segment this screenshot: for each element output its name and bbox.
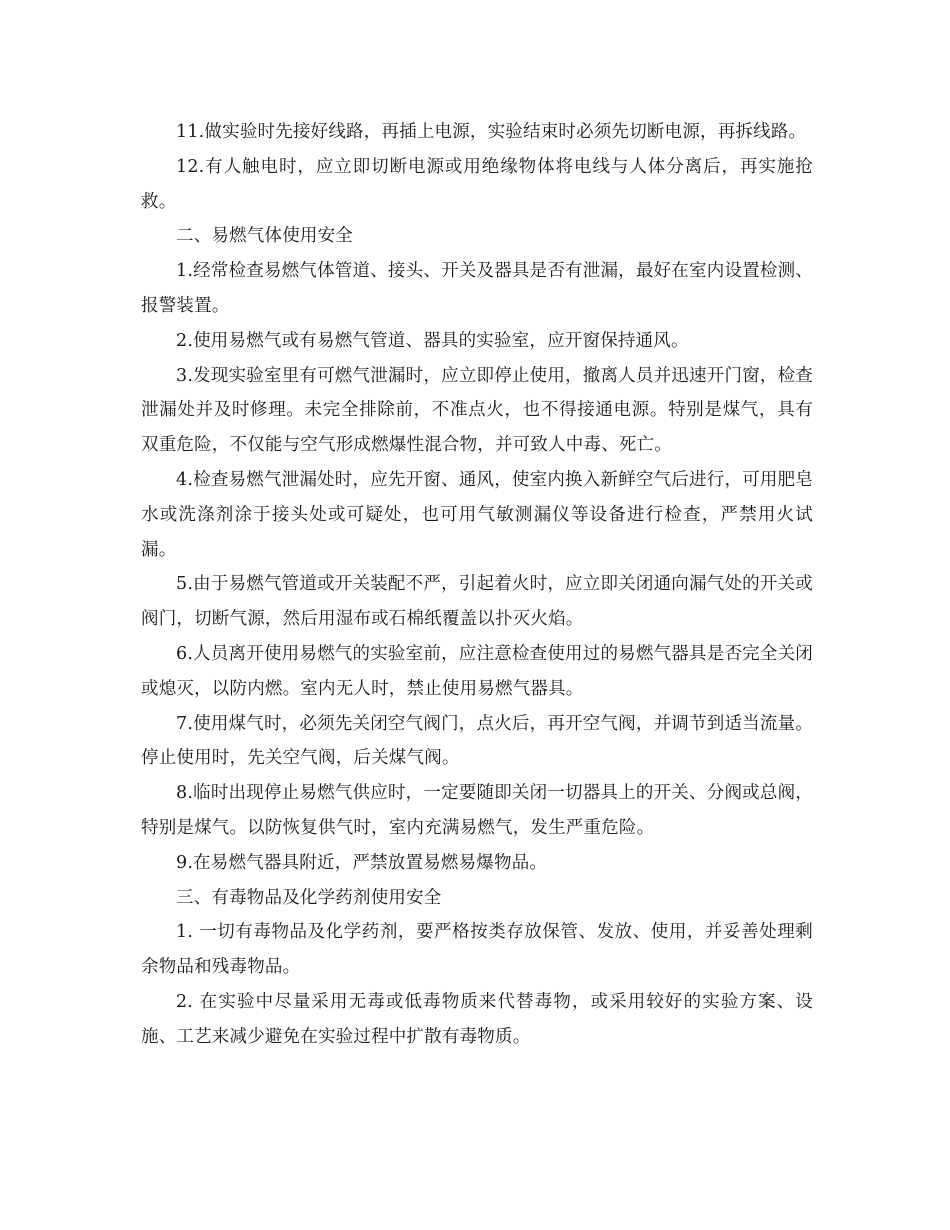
paragraph-item-12: 12.有人触电时，应立即切断电源或用绝缘物体将电线与人体分离后，再实施抢救。 [141,156,813,212]
paragraph-gas-7: 7.使用煤气时，必须先关闭空气阀门，点火后，再开空气阀，并调节到适当流量。停止使用时，先关空气阀，后关煤气阀。 [141,713,813,769]
paragraph-item-11: 11.做实验时先接好线路，再插上电源，实验结束时必须先切断电源，再拆线路。 [176,122,807,142]
paragraph-gas-3: 3.发现实验室里有可燃气泄漏时，应立即停止使用，撤离人员并迅速开门窗，检查泄漏处并及时修理。未完全排除前，不准点火，也不得接通电源。特别是煤气，具有双重危险，不仅能与空气形成燃爆性混合物，并可致人中毒、死亡。 [141,365,813,456]
paragraph-gas-8: 8.临时出现停止易燃气供应时，一定要随即关闭一切器具上的开关、分阀或总阀，特别是煤气。以防恢复供气时，室内充满易燃气，发生严重危险。 [141,783,813,838]
section-heading-toxic-chemicals: 三、有毒物品及化学药剂使用安全 [176,887,442,908]
paragraph-gas-6: 6.人员离开使用易燃气的实验室前，应注意检查使用过的易燃气器具是否完全关闭或熄灭，以防内燃。室内无人时，禁止使用易燃气器具。 [141,643,813,699]
paragraph-gas-2: 2.使用易燃气或有易燃气管道、器具的实验室，应开窗保持通风。 [176,330,689,351]
paragraph-gas-1: 1.经常检查易燃气体管道、接头、开关及器具是否有泄漏，最好在室内设置检测、报警装置。 [141,261,813,316]
paragraph-toxic-1: 1. 一切有毒物品及化学药剂，要严格按类存放保管、发放、使用，并妥善处理剩余物品和残毒物品。 [141,922,813,978]
paragraph-gas-5: 5.由于易燃气管道或开关装配不严，引起着火时，应立即关闭通向漏气处的开关或阀门，切断气源，然后用湿布或石棉纸覆盖以扑灭火焰。 [141,574,813,630]
paragraph-gas-4: 4.检查易燃气泄漏处时，应先开窗、通风，使室内换入新鲜空气后进行，可用肥皂水或洗涤剂涂于接头处或可疑处，也可用气敏测漏仪等设备进行检查，严禁用火试漏。 [141,469,813,560]
paragraph-toxic-2: 2. 在实验中尽量采用无毒或低毒物质来代替毒物，或采用较好的实验方案、设施、工艺来减少避免在实验过程中扩散有毒物质。 [141,991,813,1047]
document-body [141,115,813,1055]
paragraph-gas-9: 9.在易燃气器具附近，严禁放置易燃易爆物品。 [176,852,548,873]
section-heading-flammable-gas: 二、易燃气体使用安全 [176,226,353,247]
